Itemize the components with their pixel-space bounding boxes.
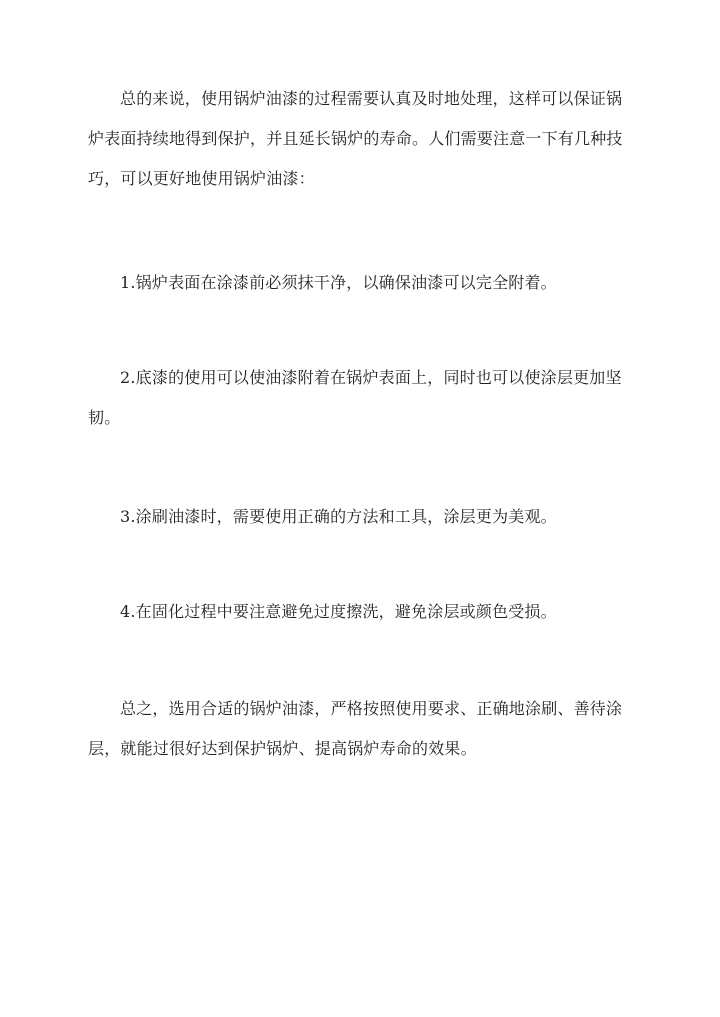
list-item: 1.锅炉表面在涂漆前必须抹干净，以确保油漆可以完全附着。 — [120, 273, 557, 292]
list-item: 2.底漆的使用可以使油漆附着在锅炉表面上，同时也可以使涂层更加坚韧。 — [88, 368, 622, 427]
intro-paragraph: 总的来说，使用锅炉油漆的过程需要认真及时地处理，这样可以保证锅炉表面持续地得到保护，并且延长锅炉的寿命。人们需要注意一下有几种技巧，可以更好地使用锅炉油漆： — [88, 89, 623, 188]
list-item: 4.在固化过程中要注意避免过度擦洗，避免涂层或颜色受损。 — [120, 602, 557, 621]
summary-paragraph: 总之，选用合适的锅炉油漆，严格按照使用要求、正确地涂刷、善待涂层，就能过很好达到保护锅炉、提高锅炉寿命的效果。 — [88, 699, 623, 758]
list-item: 3.涂刷油漆时，需要使用正确的方法和工具，涂层更为美观。 — [120, 507, 557, 526]
